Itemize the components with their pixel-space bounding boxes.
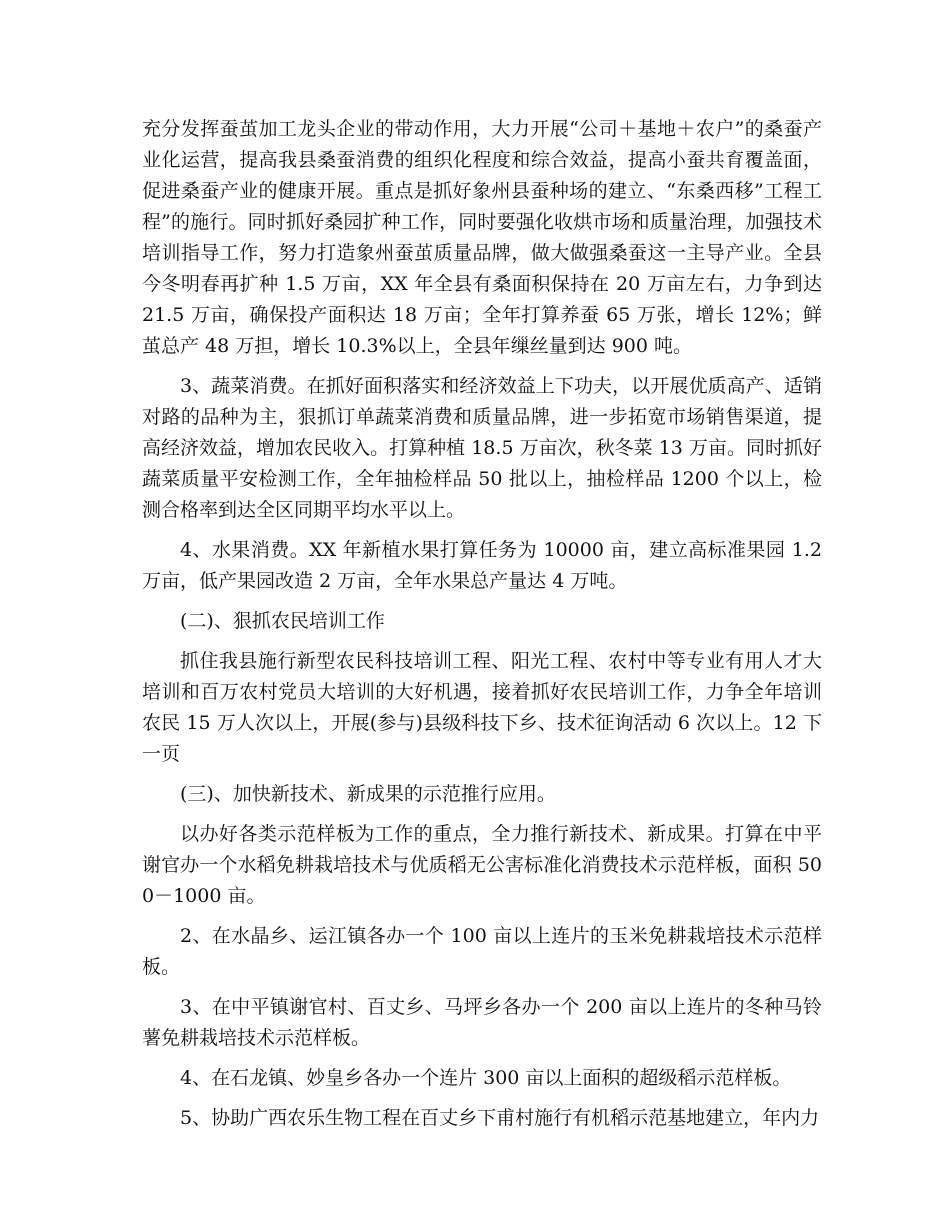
- list-item-potato-demo: 3、在中平镇谢官村、百丈乡、马坪乡各办一个 200 亩以上连片的冬种马铃薯免耕栽培技术示范样板。: [142, 996, 822, 1049]
- list-item-corn-demo: 2、在水晶乡、运江镇各办一个 100 亩以上连片的玉米免耕栽培技术示范样板。: [142, 925, 822, 978]
- paragraph-sericulture: 充分发挥蚕茧加工龙头企业的带动作用，大力开展“公司＋基地＋农户”的桑蚕产业化运营，提高我县桑蚕消费的组织化程度和综合效益，提高小蚕共育覆盖面，促进桑蚕产业的健康开展。重点是抓好象州县蚕种场的建立、“东桑西移”工程工程”的施行。同时抓好桑园扩种工作，同时要强化收烘市场和质量治理，加强技术培训指导工作，努力打造象州蚕茧质量品牌，做大做强桑蚕这一主导产业。全县今冬明春再扩种 1.5 万亩，XX 年全县有桑面积保持在 20 万亩左右，力争到达 21.5 万亩，确保投产面积达 18 万亩；全年打算养蚕 65 万张，增长 12%；鲜茧总产 48 万担，增长 10.3%以上，全县年缫丝量到达 900 吨。: [142, 118, 822, 357]
- document-page: [142, 114, 822, 1143]
- paragraph-farmer-training: 抓住我县施行新型农民科技培训工程、阳光工程、农村中等专业有用人才大培训和百万农村党员大培训的大好机遇，接着抓好农民培训工作，力争全年培训农民 15 万人次以上，开展(参与)县级科技下乡、技术征询活动 6 次以上。12 下一页: [142, 650, 822, 765]
- list-item-organic-rice-demo: 5、协助广西农乐生物工程在百丈乡下甫村施行有机稻示范基地建立，年内力: [180, 1107, 820, 1129]
- paragraph-demonstration-plan: 以办好各类示范样板为工作的重点，全力推行新技术、新成果。打算在中平谢官办一个水稻免耕栽培技术与优质稻无公害标准化消费技术示范样板，面积 500－1000 亩。: [142, 823, 822, 907]
- paragraph-vegetables: 3、蔬菜消费。在抓好面积落实和经济效益上下功夫，以开展优质高产、适销对路的品种为主，狠抓订单蔬菜消费和质量品牌，进一步拓宽市场销售渠道，提高经济效益，增加农民收入。打算种植 18.5 万亩次，秋冬菜 13 万亩。同时抓好蔬菜质量平安检测工作，全年抽检样品 50 批以上，抽检样品 1200 个以上，检测合格率到达全区同期平均水平以上。: [142, 375, 822, 521]
- section-heading-new-technology: (三)、加快新技术、新成果的示范推行应用。: [180, 783, 556, 805]
- paragraph-fruit: 4、水果消费。XX 年新植水果打算任务为 10000 亩，建立高标准果园 1.2 万亩，低产果园改造 2 万亩，全年水果总产量达 4 万吨。: [142, 539, 822, 592]
- list-item-super-rice-demo: 4、在石龙镇、妙皇乡各办一个连片 300 亩以上面积的超级稻示范样板。: [180, 1067, 792, 1089]
- section-heading-farmer-training: (二)、狠抓农民培训工作: [180, 610, 385, 632]
